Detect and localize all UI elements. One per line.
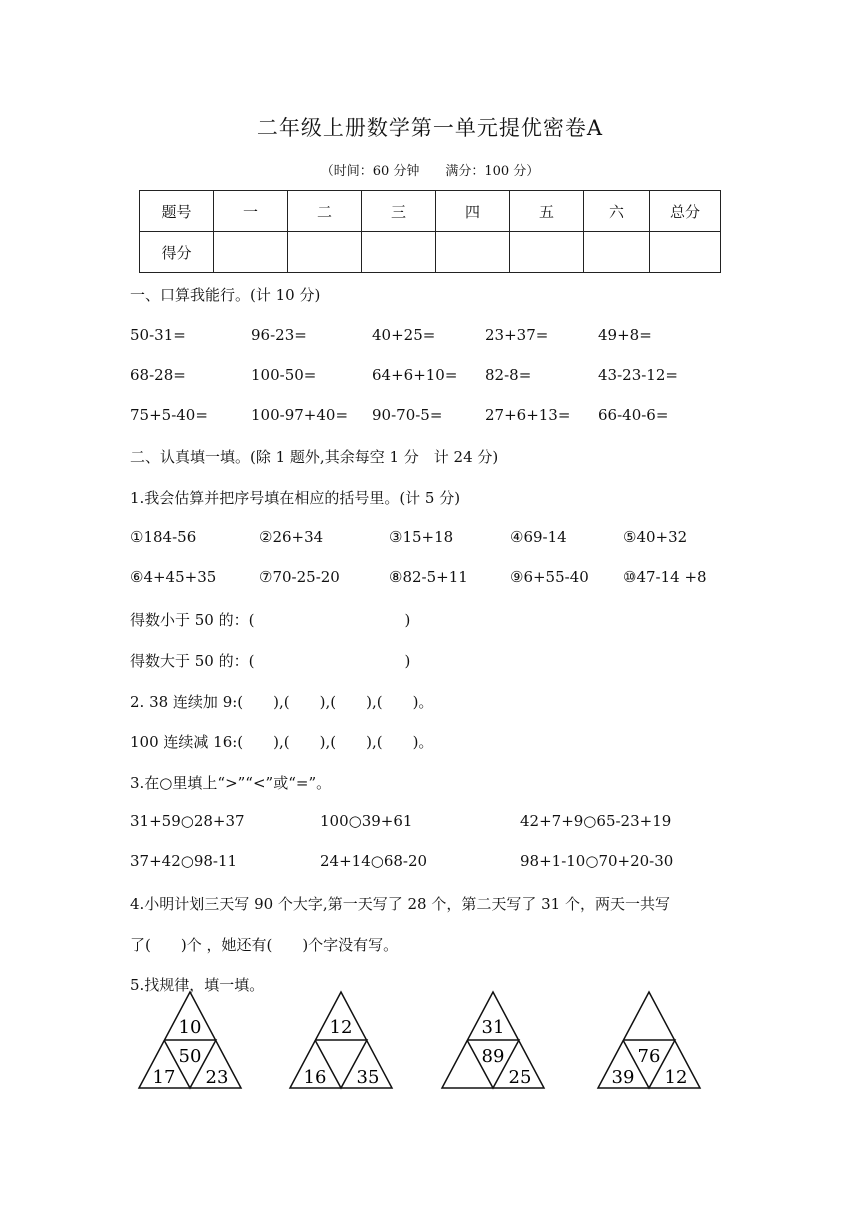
section1-heading: 一、口算我能行。(计 10 分): [130, 286, 321, 304]
score-table-header-cell: 六: [584, 191, 650, 232]
triangle-puzzle: [594, 988, 704, 1092]
score-table-header-cell: 四: [436, 191, 510, 232]
triangle-left-value: 39: [611, 1067, 635, 1088]
compare-item[interactable]: 37+42○98-11: [130, 852, 238, 870]
score-table-row-label: 得分: [140, 232, 214, 273]
question-4-line2[interactable]: 了( )个 ，她还有( )个字没有写。: [130, 936, 399, 954]
triangle-top-value: 31: [481, 1017, 505, 1038]
arith-problem: 43-23-12=: [598, 366, 678, 384]
question-4-line1: 4.小明计划三天写 90 个大字,第一天写了 28 个，第二天写了 31 个，两天一共写: [130, 895, 670, 913]
arith-problem: 66-40-6=: [598, 406, 669, 424]
answer-less-than-50[interactable]: 得数小于 50 的：( ): [130, 611, 411, 629]
question-2-line2[interactable]: 100 连续减 16:( ),( ),( ),( )。: [130, 733, 434, 751]
triangle-left-value: 16: [303, 1067, 327, 1088]
estimate-item: ③15+18: [389, 528, 454, 546]
arith-problem: 27+6+13=: [485, 406, 571, 424]
question-2-line1[interactable]: 2. 38 连续加 9:( ),( ),( ),( )。: [130, 693, 434, 711]
estimate-item: ⑨6+55-40: [510, 568, 589, 586]
section2-heading: 二、认真填一填。(除 1 题外,其余每空 1 分 计 24 分): [130, 448, 499, 466]
question-5-text: 5.找规律，填一填。: [130, 976, 265, 994]
triangle-puzzle: [286, 988, 396, 1092]
score-table-header-cell: 题号: [140, 191, 214, 232]
score-table: [139, 190, 721, 273]
score-table-header-row: [140, 191, 721, 232]
compare-item[interactable]: 100○39+61: [320, 812, 413, 830]
question-3-text: 3.在○里填上“>”“<”或“=”。: [130, 774, 332, 792]
triangle-right-value: 12: [664, 1067, 688, 1088]
compare-item[interactable]: 31+59○28+37: [130, 812, 245, 830]
triangle-right-value: 35: [356, 1067, 380, 1088]
score-input-cell[interactable]: [510, 232, 584, 273]
arith-problem: 68-28=: [130, 366, 186, 384]
score-table-score-row: [140, 232, 721, 273]
score-input-cell[interactable]: [288, 232, 362, 273]
score-input-cell[interactable]: [362, 232, 436, 273]
triangle-center-value: 50: [178, 1046, 202, 1067]
triangle-top-value: 10: [178, 1017, 202, 1038]
triangle-top-value: 12: [329, 1017, 353, 1038]
estimate-item: ⑦70-25-20: [259, 568, 340, 586]
question-1-text: 1.我会估算并把序号填在相应的括号里。(计 5 分): [130, 489, 461, 507]
estimate-item: ⑤40+32: [623, 528, 688, 546]
arith-problem: 100-97+40=: [251, 406, 349, 424]
estimate-item: ⑩47-14 +8: [623, 568, 707, 586]
triangle-center-value: 76: [637, 1046, 661, 1067]
triangle-puzzle: [135, 988, 245, 1092]
answer-greater-than-50[interactable]: 得数大于 50 的：( ): [130, 652, 411, 670]
page-title: 二年级上册数学第一单元提优密卷A: [256, 116, 604, 140]
triangle-left-value: 17: [152, 1067, 176, 1088]
score-input-cell[interactable]: [584, 232, 650, 273]
score-input-cell[interactable]: [214, 232, 288, 273]
score-table-header-cell: 二: [288, 191, 362, 232]
arith-problem: 90-70-5=: [372, 406, 443, 424]
estimate-item: ⑧82-5+11: [389, 568, 468, 586]
arith-problem: 75+5-40=: [130, 406, 208, 424]
arith-problem: 64+6+10=: [372, 366, 458, 384]
triangle-center-value: 89: [481, 1046, 505, 1067]
score-table-header-cell: 三: [362, 191, 436, 232]
page-subtitle: （时间：60 分钟 满分：100 分）: [320, 164, 540, 179]
arith-problem: 49+8=: [598, 326, 652, 344]
compare-item[interactable]: 24+14○68-20: [320, 852, 428, 870]
arith-problem: 50-31=: [130, 326, 186, 344]
estimate-item: ⑥4+45+35: [130, 568, 217, 586]
score-table-header-cell: 总分: [650, 191, 721, 232]
compare-item[interactable]: 42+7+9○65-23+19: [520, 812, 672, 830]
triangle-right-value: 25: [508, 1067, 532, 1088]
triangle-puzzle: [438, 988, 548, 1092]
estimate-item: ②26+34: [259, 528, 324, 546]
estimate-item: ④69-14: [510, 528, 567, 546]
triangle-right-value: 23: [205, 1067, 229, 1088]
arith-problem: 82-8=: [485, 366, 532, 384]
arith-problem: 96-23=: [251, 326, 307, 344]
compare-item[interactable]: 98+1-10○70+20-30: [520, 852, 674, 870]
score-table-header-cell: 五: [510, 191, 584, 232]
arith-problem: 100-50=: [251, 366, 317, 384]
arith-problem: 23+37=: [485, 326, 549, 344]
score-table-header-cell: 一: [214, 191, 288, 232]
estimate-item: ①184-56: [130, 528, 197, 546]
score-input-cell[interactable]: [436, 232, 510, 273]
score-input-cell[interactable]: [650, 232, 721, 273]
arith-problem: 40+25=: [372, 326, 436, 344]
